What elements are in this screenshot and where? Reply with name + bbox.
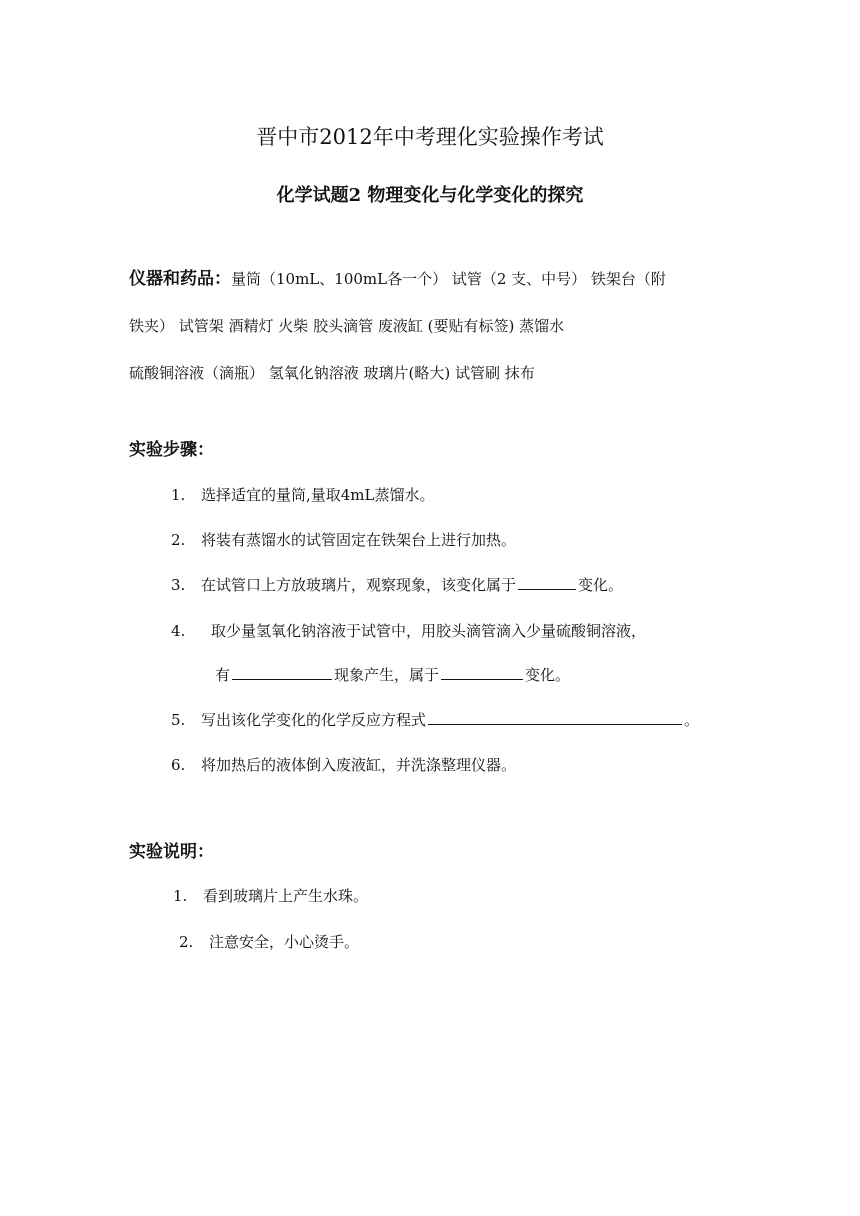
- step-number: 1.: [171, 486, 186, 504]
- equipment-label: 仪器和药品：: [129, 269, 231, 289]
- equipment-text-1: 量筒（10mL、100mL各一个） 试管（2 支、中号） 铁架台（附: [231, 270, 666, 288]
- step-number: 4.: [171, 622, 186, 640]
- note-text: 注意安全，小心烫手。: [209, 933, 360, 951]
- step-number: 2.: [171, 531, 186, 549]
- step-2: [171, 527, 516, 553]
- step-6: [171, 752, 516, 778]
- step-4: [171, 618, 646, 644]
- answer-blank-phenomenon: [232, 664, 332, 680]
- note-2: [179, 929, 359, 955]
- document-title: 晋中市2012年中考理化实验操作考试: [256, 125, 604, 149]
- step-text-c: 变化。: [525, 666, 571, 684]
- step-text: 在试管口上方放玻璃片，观察现象，该变化属于: [201, 576, 517, 594]
- step-text-a: 有: [215, 666, 231, 684]
- note-text: 看到玻璃片上产生水珠。: [203, 887, 369, 905]
- step-text: 选择适宜的量筒,量取4mL蒸馏水。: [201, 486, 435, 504]
- procedure-heading: 实验步骤：: [129, 440, 214, 460]
- step-number: 5.: [171, 711, 186, 729]
- equipment-line-2: 铁夹） 试管架 酒精灯 火柴 胶头滴管 废液缸 (要贴有标签) 蒸馏水: [129, 317, 565, 335]
- note-number: 1.: [173, 887, 188, 905]
- notes-heading: 实验说明：: [129, 842, 214, 862]
- equipment-line-3: 硫酸铜溶液（滴瓶） 氢氧化钠溶液 玻璃片(略大) 试管刷 抹布: [129, 364, 535, 382]
- answer-blank-change-type-2: [441, 664, 523, 680]
- step-text-after: 变化。: [578, 576, 624, 594]
- step-number: 3.: [171, 576, 186, 594]
- step-number: 6.: [171, 756, 186, 774]
- step-1: [171, 482, 435, 508]
- step-text: 将装有蒸馏水的试管固定在铁架台上进行加热。: [201, 531, 517, 549]
- note-number: 2.: [179, 933, 194, 951]
- note-1: [173, 883, 368, 909]
- step-text: 将加热后的液体倒入废液缸，并洗涤整理仪器。: [201, 756, 517, 774]
- step-5: [171, 707, 699, 733]
- step-text: 写出该化学变化的化学反应方程式: [201, 711, 427, 729]
- step-4-continued: [215, 662, 570, 688]
- step-text-b: 现象产生，属于: [334, 666, 440, 684]
- step-text-after: 。: [684, 711, 700, 729]
- answer-blank-equation: [428, 709, 682, 725]
- step-text: 取少量氢氧化钠溶液于试管中，用胶头滴管滴入少量硫酸铜溶液，: [211, 622, 647, 640]
- equipment-list: [129, 256, 735, 397]
- answer-blank-change-type: [518, 574, 576, 590]
- step-3: [171, 572, 623, 598]
- equipment-line-1: [129, 256, 735, 303]
- document-subtitle: 化学试题2 物理变化与化学变化的探究: [276, 185, 584, 206]
